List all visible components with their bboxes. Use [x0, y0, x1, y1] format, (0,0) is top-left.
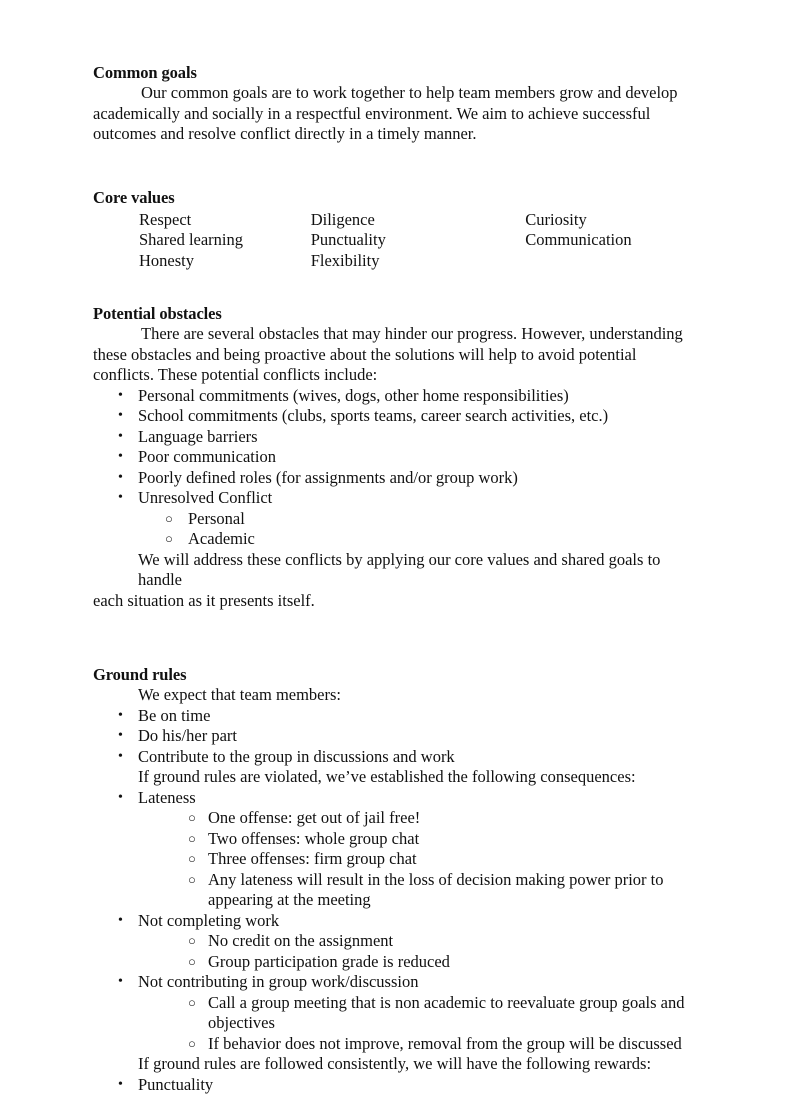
core-values-column-2 [311, 210, 526, 272]
core-value-item: Punctuality [311, 230, 526, 251]
unresolved-conflict-sublist [93, 509, 685, 550]
list-item [93, 993, 685, 1034]
list-item-text: Three offenses: firm group chat [208, 849, 417, 868]
list-item-text: Two offenses: whole group chat [208, 829, 419, 848]
circle-bullet-icon: ○ [188, 808, 196, 829]
circle-bullet-icon: ○ [165, 509, 173, 530]
bullet-icon: • [118, 726, 123, 747]
list-item [93, 406, 685, 427]
list-item-text: Language barriers [138, 427, 258, 446]
paragraph-common-goals: Our common goals are to work together to help team members grow and develop academically and socially in a respectful environment. We aim to achieve successful outcomes and resolve conflict directly in a timely manner. [93, 83, 685, 145]
core-value-item: Respect [139, 210, 311, 231]
bullet-icon: • [118, 386, 123, 407]
list-item [93, 726, 685, 747]
list-item-text: No credit on the assignment [208, 931, 393, 950]
core-value-item: Honesty [139, 251, 311, 272]
list-item-text: Any lateness will result in the loss of decision making power prior to appearing at the meeting [208, 870, 664, 910]
obstacles-list [93, 386, 685, 509]
paragraph-potential-obstacles: There are several obstacles that may hinder our progress. However, understanding these obstacles and being proactive about the solutions will help to avoid potential conflicts. These potential conflicts include: [93, 324, 685, 386]
list-item-text: Be on time [138, 706, 210, 725]
section-potential-obstacles [93, 303, 685, 611]
list-item-text: Punctuality [138, 1075, 213, 1094]
core-values-grid [93, 210, 685, 272]
spacer [93, 145, 685, 187]
spacer [93, 611, 685, 653]
bullet-icon: • [118, 427, 123, 448]
list-item-text: Contribute to the group in discussions and work [138, 747, 455, 766]
bullet-icon: • [118, 747, 123, 768]
consequence-group-not-contributing [93, 972, 685, 993]
list-item [93, 1034, 685, 1055]
list-item [93, 952, 685, 973]
list-item [93, 747, 685, 768]
list-item [93, 427, 685, 448]
list-item [93, 870, 685, 911]
list-item [93, 911, 685, 932]
circle-bullet-icon: ○ [188, 952, 196, 973]
section-common-goals [93, 62, 685, 145]
list-item [93, 972, 685, 993]
list-item-text: Unresolved Conflict [138, 488, 272, 507]
spacer [93, 653, 685, 664]
list-item-text: Group participation grade is reduced [208, 952, 450, 971]
list-item [93, 529, 685, 550]
expectations-list [93, 706, 685, 768]
bullet-icon: • [118, 447, 123, 468]
heading-ground-rules: Ground rules [93, 664, 685, 685]
lateness-sublist [93, 808, 685, 911]
list-item-text: If behavior does not improve, removal from the group will be discussed [208, 1034, 682, 1053]
list-item [93, 488, 685, 509]
bullet-icon: • [118, 911, 123, 932]
not-contributing-sublist [93, 993, 685, 1055]
circle-bullet-icon: ○ [188, 849, 196, 870]
core-value-item: Curiosity [525, 210, 685, 231]
obstacles-closing-indented: We will address these conflicts by applying our core values and shared goals to handle [93, 550, 685, 591]
list-item [93, 931, 685, 952]
bullet-icon: • [118, 972, 123, 993]
list-item-text: Poorly defined roles (for assignments and/or group work) [138, 468, 518, 487]
list-item [93, 829, 685, 850]
list-item-text: Call a group meeting that is non academic to reevaluate group goals and objectives [208, 993, 685, 1033]
heading-common-goals: Common goals [93, 62, 685, 83]
section-core-values [93, 187, 685, 272]
bullet-icon: • [118, 406, 123, 427]
list-item-text: School commitments (clubs, sports teams, career search activities, etc.) [138, 406, 608, 425]
circle-bullet-icon: ○ [188, 829, 196, 850]
circle-bullet-icon: ○ [165, 529, 173, 550]
heading-core-values: Core values [93, 187, 685, 208]
obstacles-closing-flush: each situation as it presents itself. [93, 591, 685, 612]
consequence-group-not-completing-work [93, 911, 685, 932]
core-value-item: Diligence [311, 210, 526, 231]
list-item [93, 386, 685, 407]
list-item-text: Personal commitments (wives, dogs, other home responsibilities) [138, 386, 569, 405]
document-body [93, 62, 685, 1095]
core-value-item: Communication [525, 230, 685, 251]
list-item-text: Personal [188, 509, 245, 528]
list-item-text: Not contributing in group work/discussion [138, 972, 418, 991]
bullet-icon: • [118, 468, 123, 489]
bullet-icon: • [118, 1075, 123, 1095]
list-item-text: Poor communication [138, 447, 276, 466]
circle-bullet-icon: ○ [188, 993, 196, 1014]
section-ground-rules [93, 664, 685, 1095]
list-item-text: One offense: get out of jail free! [208, 808, 420, 827]
list-item [93, 447, 685, 468]
consequences-intro: If ground rules are violated, we’ve established the following consequences: [93, 767, 685, 788]
list-item-text: Lateness [138, 788, 196, 807]
heading-potential-obstacles: Potential obstacles [93, 303, 685, 324]
not-completing-work-sublist [93, 931, 685, 972]
list-item [93, 509, 685, 530]
circle-bullet-icon: ○ [188, 931, 196, 952]
bullet-icon: • [118, 488, 123, 509]
rewards-intro: If ground rules are followed consistently, we will have the following rewards: [93, 1054, 685, 1075]
core-value-item: Flexibility [311, 251, 526, 272]
list-item [93, 788, 685, 809]
list-item-text: Do his/her part [138, 726, 237, 745]
list-item [93, 849, 685, 870]
bullet-icon: • [118, 788, 123, 809]
circle-bullet-icon: ○ [188, 870, 196, 891]
list-item [93, 1075, 685, 1095]
list-item [93, 468, 685, 489]
circle-bullet-icon: ○ [188, 1034, 196, 1055]
list-item-text: Not completing work [138, 911, 279, 930]
ground-rules-intro: We expect that team members: [93, 685, 685, 706]
core-values-column-3 [525, 210, 685, 272]
core-values-column-1 [93, 210, 311, 272]
rewards-list [93, 1075, 685, 1095]
core-value-item: Shared learning [139, 230, 311, 251]
consequence-group-lateness [93, 788, 685, 809]
list-item-text: Academic [188, 529, 255, 548]
spacer [93, 271, 685, 303]
bullet-icon: • [118, 706, 123, 727]
list-item [93, 706, 685, 727]
list-item [93, 808, 685, 829]
